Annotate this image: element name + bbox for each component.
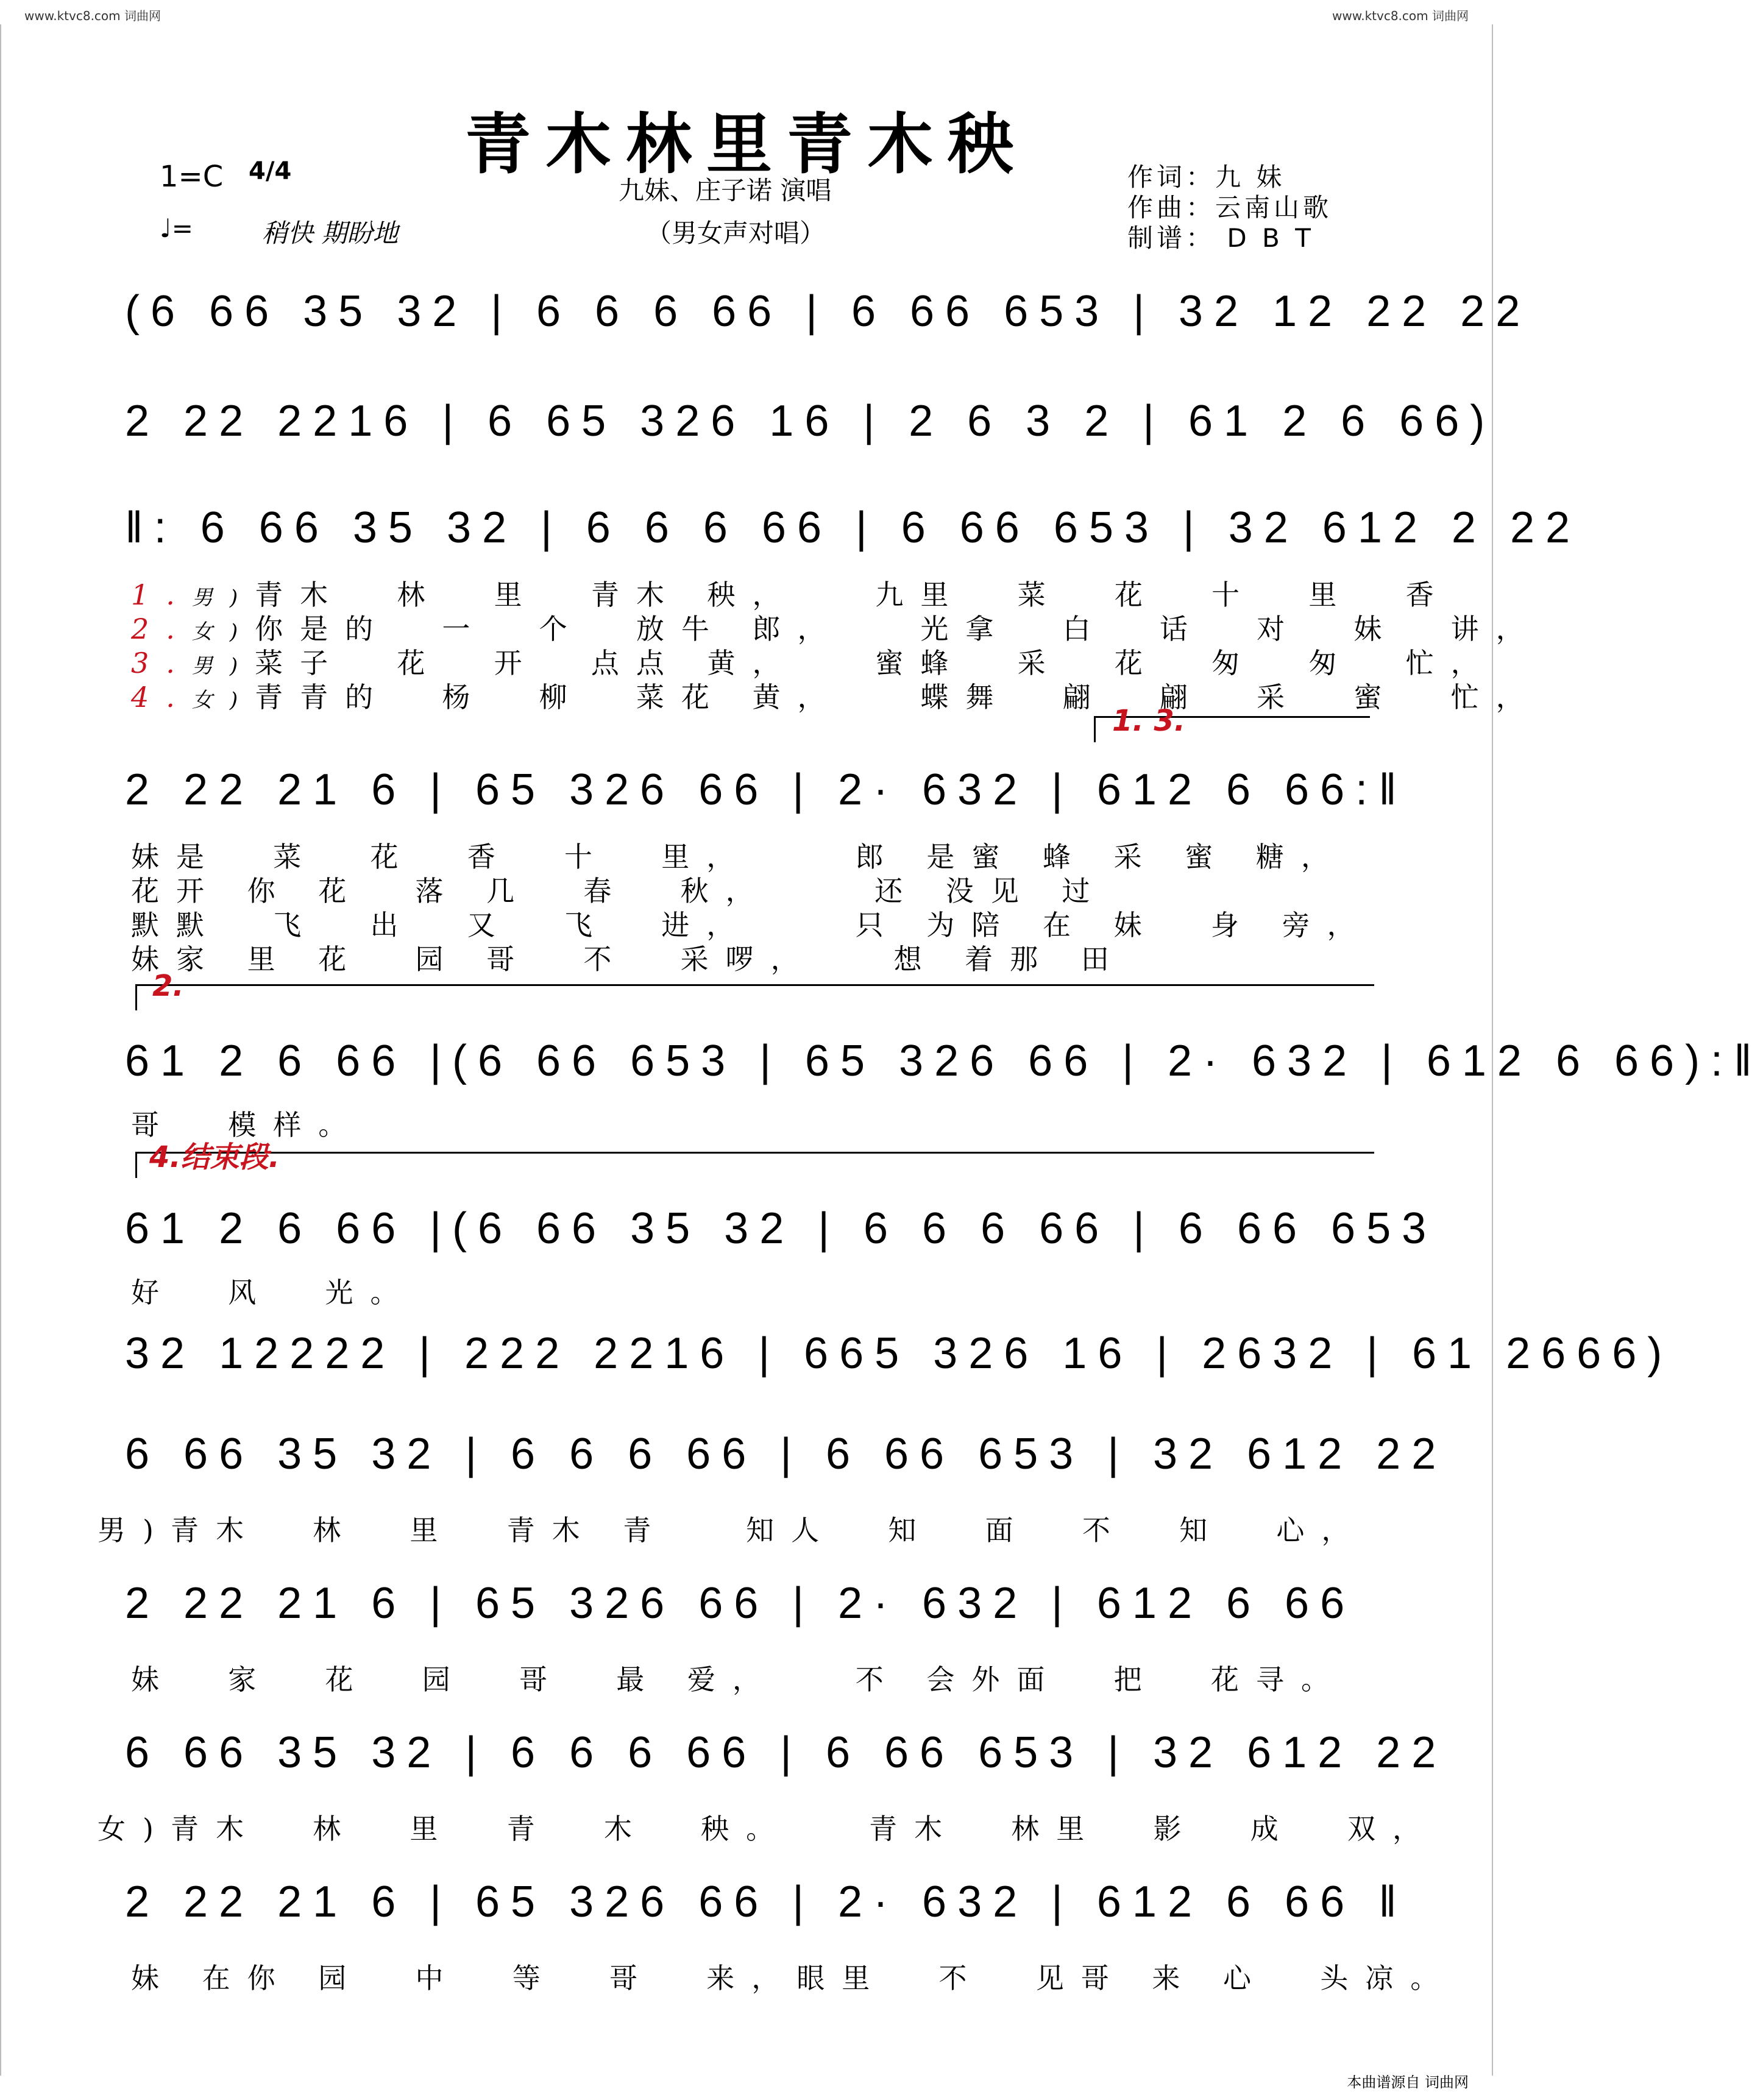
key-signature: 1=C (160, 160, 224, 194)
notation-line-11: 2 22 21 6 | 65 326 66 | 2· 632 | 612 6 66 ‖ (125, 1878, 1408, 1926)
lyric-female-2: 妹 在你 园 中 等 哥 来，眼里 不 见哥 来 心 头凉。 (131, 1962, 1456, 1995)
notation-line-9: 2 22 21 6 | 65 326 66 | 2· 632 | 612 6 66 (125, 1579, 1356, 1628)
expression-mark: 稍快 期盼地 (262, 218, 399, 248)
arranger: 制谱： D B T (1127, 223, 1314, 253)
verse-4-lyric: 4.女)青青的 杨 柳 菜花 黄， 蝶舞 翩 翩 采 蜜 忙， (131, 681, 1541, 714)
tempo-mark: ♩= (160, 213, 194, 243)
footer-source: 本曲谱源自 词曲网 (1347, 2074, 1469, 2091)
verse-b-2: 花开 你 花 落 几 春 秋， 还 没见 过 (131, 874, 1107, 907)
notation-line-10: 6 66 35 32 | 6 6 6 66 | 6 66 653 | 32 612 22 (125, 1728, 1447, 1777)
lyric-male-1: 男)青木 林 里 青木 青 知人 知 面 不 知 心， (98, 1514, 1367, 1547)
volta-2 (135, 984, 1374, 1010)
lyric-ending-2: 哥 模样。 (131, 1109, 364, 1141)
volta-2-label: 2. (152, 969, 184, 1003)
performers: 九妹、庄子诺 演唱 (619, 176, 832, 205)
notation-line-6: 61 2 6 66 |(6 66 35 32 | 6 6 6 66 | 6 66 653 (125, 1204, 1438, 1253)
composer: 作曲：云南山歌 (1127, 193, 1333, 222)
song-title: 青木林里青木秧 (464, 106, 1028, 183)
notation-line-5: 61 2 6 66 |(6 66 653 | 65 326 66 | 2· 632 | 612 6 66):‖ (125, 1037, 1763, 1085)
verse-2-lyric: 2.女)你是的 一 个 放牛 郎， 光拿 白 话 对 妹 讲， (131, 612, 1541, 645)
verse-b-3: 默默 飞 出 又 飞 进， 只 为陪 在 妹 身 旁， (131, 909, 1372, 942)
notation-line-7: 32 12222 | 222 2216 | 665 326 16 | 2632 | 61 2666) (125, 1329, 1673, 1378)
notation-line-4: 2 22 21 6 | 65 326 66 | 2· 632 | 612 6 66:‖ (125, 765, 1408, 814)
watermark-right: www.ktvc8.com 词曲网 (1332, 9, 1469, 23)
notation-line-2: 2 22 2216 | 6 65 326 16 | 2 6 3 2 | 61 2 6 66) (125, 397, 1496, 445)
volta-4-label: 4.结束段. (149, 1140, 280, 1174)
lyricist: 作词：九 妹 (1127, 162, 1286, 192)
verse-3-lyric: 3.男)菜子 花 开 点点 黄， 蜜蜂 采 花 匆 匆 忙， (131, 647, 1496, 679)
watermark-left: www.ktvc8.com 词曲网 (24, 9, 161, 23)
volta-4 (135, 1152, 1374, 1178)
left-border-strip (0, 24, 17, 2076)
verse-1-lyric: 1.男)青木 林 里 青木 秧， 九里 菜 花 十 里 香 (131, 578, 1451, 611)
notation-line-3: ‖: 6 66 35 32 | 6 6 6 66 | 6 66 653 | 32 612 2 22 (125, 503, 1581, 552)
notation-line-8: 6 66 35 32 | 6 6 6 66 | 6 66 653 | 32 612 22 (125, 1430, 1447, 1478)
time-signature: 4/4 (249, 157, 292, 185)
lyric-ending-4: 好 风 光。 (131, 1276, 416, 1309)
volta-1-3-label: 1. 3. (1112, 704, 1185, 738)
subtitle: （男女声对唱） (646, 218, 826, 248)
lyric-male-2: 妹 家 花 园 哥 最 爱， 不 会外面 把 花寻。 (131, 1663, 1346, 1696)
verse-b-1: 妹是 菜 花 香 十 里， 郎 是蜜 蜂 采 蜜 糖， (131, 840, 1346, 873)
verse-b-4: 妹家 里 花 园 哥 不 采啰， 想 着那 田 (131, 943, 1126, 976)
notation-line-1: (6 66 35 32 | 6 6 6 66 | 6 66 653 | 32 12 22 22 (125, 287, 1531, 336)
lyric-female-1: 女)青木 林 里 青 木 秧。 青木 林里 影 成 双， (98, 1812, 1438, 1845)
